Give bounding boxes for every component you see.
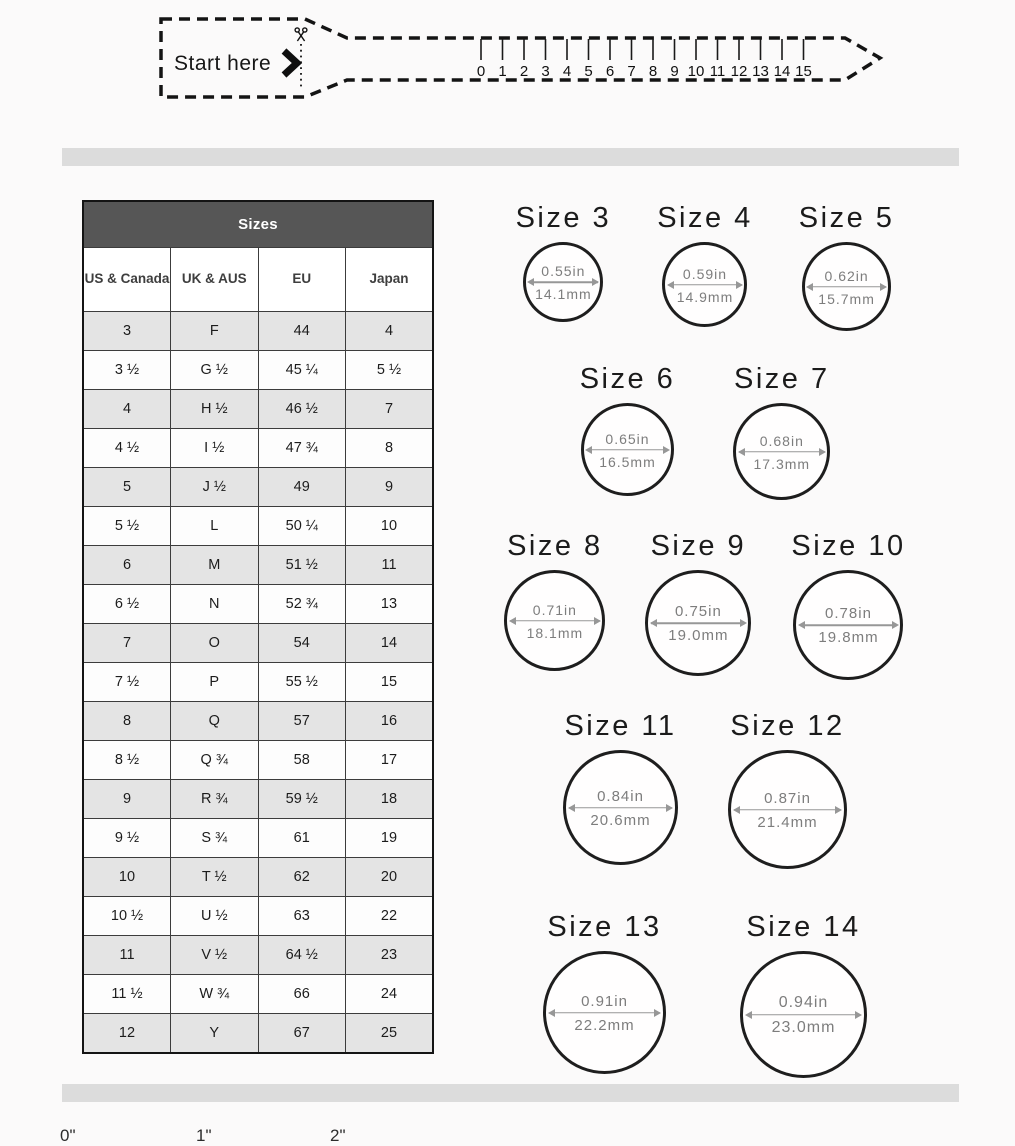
diameter-arrow-line [651, 622, 745, 624]
diameter-mm-label: 18.1mm [526, 624, 584, 641]
table-row [83, 468, 433, 507]
diameter-mm-label: 17.3mm [753, 455, 811, 472]
diameter-inches-label: 0.78in [825, 605, 872, 622]
table-cell: N [171, 585, 259, 624]
svg-text:8: 8 [648, 63, 658, 80]
svg-text:10: 10 [687, 63, 705, 80]
ring-size-title: Size 6 [579, 363, 676, 395]
ring-circle [581, 403, 674, 496]
divider-bar-top [62, 148, 959, 166]
table-cell: 46 ½ [258, 390, 346, 429]
ring-size-group [799, 202, 895, 331]
ring-size-title: Size 10 [791, 530, 906, 562]
table-cell: L [171, 507, 259, 546]
table-row [83, 624, 433, 663]
table-cell: S ¾ [171, 819, 259, 858]
svg-text:2: 2 [519, 63, 529, 80]
diameter-arrow-line [800, 624, 898, 626]
table-cell: W ¾ [171, 975, 259, 1014]
table-column-headers [83, 248, 433, 312]
ring-circle [645, 570, 751, 676]
table-cell: 4 [83, 390, 171, 429]
ring-size-group [657, 202, 753, 327]
svg-text:9: 9 [670, 63, 679, 80]
table-cell: 66 [258, 975, 346, 1014]
table-cell: Y [171, 1014, 259, 1054]
ring-size-title: Size 7 [733, 363, 830, 395]
table-row [83, 897, 433, 936]
arrowhead-left-icon [650, 619, 657, 627]
table-cell: 8 [83, 702, 171, 741]
svg-text:3: 3 [541, 63, 550, 80]
table-cell: J ½ [171, 468, 259, 507]
arrowhead-left-icon [585, 446, 592, 454]
svg-text:5: 5 [584, 63, 593, 80]
arrowhead-right-icon [740, 619, 747, 627]
arrowhead-right-icon [592, 278, 599, 286]
arrowhead-right-icon [855, 1011, 862, 1019]
table-cell: T ½ [171, 858, 259, 897]
table-cell: 47 ¾ [258, 429, 346, 468]
diameter-arrow-line [587, 449, 669, 451]
diameter-inches-label: 0.87in [764, 789, 811, 807]
diameter-arrow-line [739, 451, 825, 453]
ring-size-group [516, 202, 612, 322]
table-row [83, 936, 433, 975]
table-cell: 51 ½ [258, 546, 346, 585]
table-cell: 20 [346, 858, 434, 897]
table-cell: 7 [83, 624, 171, 663]
table-row [83, 546, 433, 585]
diameter-arrow-line [747, 1014, 861, 1016]
table-cell: 8 ½ [83, 741, 171, 780]
arrowhead-left-icon [733, 806, 740, 814]
arrowhead-right-icon [594, 617, 601, 625]
arrowhead-right-icon [663, 446, 670, 454]
table-cell: F [171, 312, 259, 351]
diameter-inches-label: 0.91in [581, 992, 628, 1010]
ring-size-group [740, 911, 867, 1078]
diameter-arrow-line [550, 1012, 660, 1014]
table-cell: 6 ½ [83, 585, 171, 624]
table-cell: 3 ½ [83, 351, 171, 390]
table-cell: 45 ¼ [258, 351, 346, 390]
table-row [83, 507, 433, 546]
diameter-arrow-line [529, 281, 599, 283]
diameter-arrow-line [808, 286, 886, 288]
ring-size-title: Size 13 [547, 911, 662, 943]
arrowhead-left-icon [667, 281, 674, 289]
ring-circle [728, 750, 847, 869]
table-row [83, 390, 433, 429]
table-row [83, 663, 433, 702]
table-cell: 25 [346, 1014, 434, 1054]
ring-size-group [580, 363, 676, 496]
ring-circle [523, 242, 603, 322]
ring-size-group [543, 911, 666, 1074]
ring-circle [662, 242, 747, 327]
diameter-mm-label: 19.0mm [668, 627, 729, 644]
table-title: Sizes [83, 201, 433, 248]
table-row [83, 429, 433, 468]
table-cell: 9 ½ [83, 819, 171, 858]
paper-ring-sizer-strip [150, 8, 890, 108]
table-cell: V ½ [171, 936, 259, 975]
inch-label: 0" [60, 1126, 76, 1145]
table-cell: M [171, 546, 259, 585]
table-cell: 8 [346, 429, 434, 468]
diameter-mm-label: 14.1mm [535, 286, 592, 302]
arrowhead-left-icon [806, 283, 813, 291]
ring-row [463, 710, 947, 869]
arrowhead-left-icon [568, 804, 575, 812]
scissors-icon [295, 28, 307, 41]
arrowhead-right-icon [666, 804, 673, 812]
column-header: US & Canada [83, 248, 171, 312]
arrowhead-left-icon [548, 1009, 555, 1017]
size-table-body [83, 312, 433, 1054]
table-cell: 9 [346, 468, 434, 507]
svg-text:1: 1 [498, 63, 507, 80]
arrowhead-right-icon [835, 806, 842, 814]
ring-size-title: Size 9 [650, 530, 747, 562]
ring-circle [504, 570, 605, 671]
diameter-arrow-line [569, 807, 671, 809]
table-cell: 10 [346, 507, 434, 546]
table-row [83, 585, 433, 624]
table-row [83, 741, 433, 780]
diameter-inches-label: 0.71in [532, 601, 577, 618]
table-cell: 54 [258, 624, 346, 663]
table-row [83, 351, 433, 390]
diameter-mm-label: 23.0mm [771, 1018, 836, 1036]
table-cell: 4 ½ [83, 429, 171, 468]
table-cell: 19 [346, 819, 434, 858]
table-cell: 7 ½ [83, 663, 171, 702]
table-cell: 11 [346, 546, 434, 585]
ring-row [463, 911, 947, 1078]
svg-text:12: 12 [730, 63, 748, 80]
table-cell: 55 ½ [258, 663, 346, 702]
ring-row [463, 363, 947, 500]
table-cell: I ½ [171, 429, 259, 468]
diameter-inches-label: 0.84in [597, 787, 644, 805]
ring-circle [802, 242, 891, 331]
table-cell: 59 ½ [258, 780, 346, 819]
chevron-right-icon [284, 51, 297, 75]
arrowhead-left-icon [798, 621, 805, 629]
column-header: EU [258, 248, 346, 312]
table-cell: 23 [346, 936, 434, 975]
arrowhead-right-icon [880, 283, 887, 291]
diameter-mm-label: 14.9mm [676, 288, 734, 305]
table-cell: H ½ [171, 390, 259, 429]
table-cell: 5 [83, 468, 171, 507]
start-here-label: Start here [174, 52, 272, 75]
table-cell: 67 [258, 1014, 346, 1054]
svg-text:4: 4 [562, 63, 572, 80]
table-cell: 4 [346, 312, 434, 351]
diameter-mm-label: 15.7mm [818, 290, 875, 307]
table-cell: 3 [83, 312, 171, 351]
arrowhead-right-icon [819, 448, 826, 456]
table-cell: 10 [83, 858, 171, 897]
table-cell: 10 ½ [83, 897, 171, 936]
table-cell: P [171, 663, 259, 702]
column-header: Japan [346, 248, 434, 312]
table-cell: 22 [346, 897, 434, 936]
table-row [83, 858, 433, 897]
size-conversion-table [82, 200, 434, 1054]
inch-label: 1" [196, 1126, 212, 1145]
ring-circle [543, 951, 666, 1074]
table-cell: 6 [83, 546, 171, 585]
diameter-arrow-line [668, 284, 742, 286]
diameter-inches-label: 0.62in [824, 267, 869, 284]
table-cell: 49 [258, 468, 346, 507]
ring-circle [733, 403, 830, 500]
svg-text:15: 15 [795, 63, 812, 80]
svg-text:6: 6 [605, 63, 615, 80]
table-cell: 63 [258, 897, 346, 936]
table-cell: 50 ¼ [258, 507, 346, 546]
ring-size-title: Size 8 [507, 530, 603, 562]
table-row [83, 1014, 433, 1054]
table-cell: 12 [83, 1014, 171, 1054]
table-cell: 61 [258, 819, 346, 858]
inch-label: 2" [330, 1126, 346, 1145]
diameter-mm-label: 21.4mm [757, 813, 818, 831]
table-cell: 14 [346, 624, 434, 663]
ring-size-title: Size 14 [746, 911, 861, 943]
ring-circle [740, 951, 867, 1078]
diameter-mm-label: 22.2mm [574, 1016, 635, 1034]
ring-size-title: Size 12 [730, 710, 845, 742]
table-cell: 11 ½ [83, 975, 171, 1014]
arrowhead-right-icon [654, 1009, 661, 1017]
svg-text:13: 13 [752, 63, 769, 80]
svg-text:14: 14 [773, 63, 791, 80]
ring-circle [793, 570, 903, 680]
ruler-ticks [477, 39, 812, 80]
diameter-mm-label: 20.6mm [590, 811, 651, 829]
table-cell: 5 ½ [346, 351, 434, 390]
ring-size-group [733, 363, 830, 500]
arrowhead-right-icon [892, 621, 899, 629]
table-cell: 52 ¾ [258, 585, 346, 624]
ring-size-title: Size 4 [657, 202, 753, 234]
divider-bar-bottom [62, 1084, 959, 1102]
arrowhead-left-icon [738, 448, 745, 456]
table-cell: 44 [258, 312, 346, 351]
table-cell: 15 [346, 663, 434, 702]
diameter-inches-label: 0.75in [674, 603, 722, 620]
table-cell: 9 [83, 780, 171, 819]
table-cell: 13 [346, 585, 434, 624]
svg-text:0: 0 [476, 63, 486, 80]
table-row [83, 819, 433, 858]
ring-size-group [504, 530, 605, 671]
ring-row [463, 530, 947, 680]
table-cell: Q ¾ [171, 741, 259, 780]
ring-size-guide [463, 202, 947, 1078]
table-cell: Q [171, 702, 259, 741]
diameter-inches-label: 0.65in [605, 430, 650, 447]
arrowhead-left-icon [527, 278, 534, 286]
ring-row [463, 202, 947, 331]
diameter-inches-label: 0.68in [759, 432, 804, 449]
diameter-arrow-line [734, 809, 840, 811]
diameter-inches-label: 0.59in [682, 265, 728, 282]
table-row [83, 780, 433, 819]
table-cell: 64 ½ [258, 936, 346, 975]
table-cell: 7 [346, 390, 434, 429]
table-cell: 16 [346, 702, 434, 741]
arrowhead-right-icon [736, 281, 743, 289]
table-cell: U ½ [171, 897, 259, 936]
ring-size-group [645, 530, 751, 676]
table-cell: 24 [346, 975, 434, 1014]
table-cell: O [171, 624, 259, 663]
diameter-arrow-line [510, 620, 599, 622]
ring-size-title: Size 5 [798, 202, 895, 234]
table-cell: 57 [258, 702, 346, 741]
column-header: UK & AUS [171, 248, 259, 312]
ring-size-group [563, 710, 678, 865]
table-row [83, 975, 433, 1014]
table-cell: 17 [346, 741, 434, 780]
table-cell: 11 [83, 936, 171, 975]
arrowhead-left-icon [509, 617, 516, 625]
svg-text:11: 11 [709, 63, 726, 80]
table-cell: 5 ½ [83, 507, 171, 546]
table-cell: 58 [258, 741, 346, 780]
ring-size-title: Size 11 [564, 710, 677, 742]
table-cell: G ½ [171, 351, 259, 390]
arrowhead-left-icon [745, 1011, 752, 1019]
diameter-inches-label: 0.94in [778, 993, 829, 1011]
ring-size-title: Size 3 [515, 202, 612, 234]
ring-size-group [791, 530, 905, 680]
diameter-mm-label: 16.5mm [599, 453, 656, 470]
table-row [83, 312, 433, 351]
table-cell: R ¾ [171, 780, 259, 819]
diameter-inches-label: 0.55in [541, 263, 586, 279]
table-cell: 62 [258, 858, 346, 897]
table-cell: 18 [346, 780, 434, 819]
svg-text:7: 7 [627, 63, 636, 80]
ring-circle [563, 750, 678, 865]
diameter-mm-label: 19.8mm [818, 629, 879, 646]
table-row [83, 702, 433, 741]
ring-size-group [728, 710, 847, 869]
